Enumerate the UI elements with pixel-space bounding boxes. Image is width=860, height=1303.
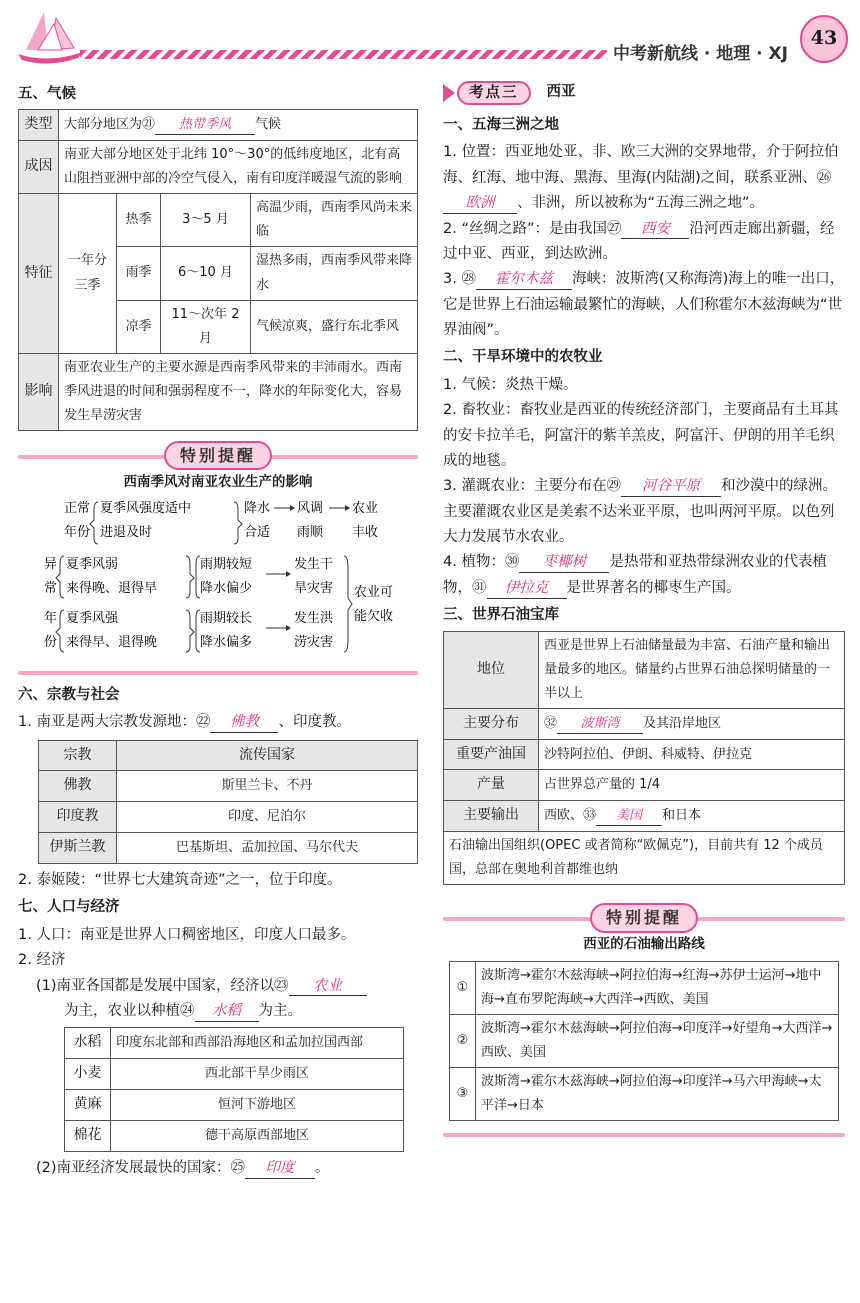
religion-countries: 巴基斯坦、孟加拉国、马尔代夫 (117, 833, 418, 864)
answer-22: 佛教 (210, 713, 278, 733)
answer-26: 欧洲 (443, 194, 517, 214)
arrowhead-icon (345, 505, 350, 511)
climate-type-label: 类型 (19, 110, 59, 141)
season-desc: 气候凉爽，盛行东北季风 (251, 300, 418, 353)
flow-text: 雨顺 (297, 525, 324, 541)
economy-line-2 (18, 999, 418, 1024)
route-number: ① (450, 961, 476, 1014)
oil-position-label: 地位 (444, 631, 539, 708)
flow-text: 雨期较短 (200, 557, 253, 573)
sailboat-logo-icon (8, 6, 88, 66)
answer-30: 枣椰树 (519, 553, 609, 573)
flow-text: 发生干 (294, 557, 334, 573)
flow-text: 农业可 (354, 585, 394, 601)
reminder-title: 特别提醒 (164, 441, 272, 471)
reminder-subtitle: 西南季风对南亚农业生产的影响 (123, 473, 313, 490)
reminder-bar (443, 1133, 845, 1137)
location-text (443, 140, 845, 216)
text-span: 3. 灌溉农业：主要分布在㉙ (443, 478, 621, 495)
flow-text: 异 (44, 557, 58, 573)
climate-impact-text: 南亚农业生产的主要水源是西南季风带来的丰沛雨水。西南季风进退的时间和强弱程度不一，降水的年际变化大，容易发生旱涝灾害 (59, 353, 418, 430)
answer-29: 河谷平原 (621, 477, 721, 497)
reminder-subtitle: 西亚的石油输出路线 (583, 936, 705, 953)
badge-label: 考点三 (457, 81, 531, 105)
countries-header: 流传国家 (117, 740, 418, 771)
play-icon (443, 84, 455, 102)
hormuz-text (443, 267, 845, 343)
flow-text: 来得晚、退得早 (66, 581, 158, 597)
answer-27: 西安 (621, 220, 689, 240)
season-months: 11～次年 2 月 (161, 300, 251, 353)
religion-countries: 印度、尼泊尔 (117, 802, 418, 833)
text-span: 和日本 (662, 808, 702, 824)
flow-text: 年 (44, 611, 58, 627)
oil-output-text: 占世界总产量的 1/4 (539, 770, 845, 801)
religion-text: 1. 南亚是两大宗教发源地：㉒ (18, 714, 211, 731)
climate-text: 1. 气候：炎热干燥。 (443, 376, 578, 393)
answer-32: 波斯湾 (557, 716, 643, 734)
season-desc: 湿热多雨，西南季风带来降水 (251, 247, 418, 300)
season-name: 热季 (117, 194, 161, 247)
flow-text: 农业 (352, 501, 379, 517)
flow-text: 雨期较长 (200, 611, 253, 627)
irrigation-text (443, 474, 845, 550)
oil-producers-text: 沙特阿拉伯、伊朗、科威特、伊拉克 (539, 739, 845, 770)
arrowhead-icon (290, 505, 295, 511)
brace-icon (186, 556, 194, 598)
monsoon-flow-diagram (24, 498, 414, 658)
text-span: ㉜ (544, 715, 558, 731)
crop-name: 水稻 (65, 1028, 111, 1059)
page-number: 43 (800, 15, 848, 63)
economy-line-1 (18, 974, 418, 999)
religion-name: 伊斯兰教 (39, 833, 117, 864)
brace-icon (234, 502, 242, 544)
text-span: 2. “丝绸之路”：是由我国㉗ (443, 220, 622, 237)
religion-name: 印度教 (39, 802, 117, 833)
climate-cause-text: 南亚大部分地区处于北纬 10°～30°的低纬度地区，北有高山阻挡亚洲中部的冷空气侵入，南有印度洋暖湿气流的影响 (59, 141, 418, 194)
crop-region: 西北部干旱少雨区 (111, 1059, 404, 1090)
economy-text: (2)南亚经济发展最快的国家：㉕ (36, 1159, 246, 1176)
flow-text: 夏季风强 (66, 611, 119, 627)
crop-name: 黄麻 (65, 1090, 111, 1121)
flow-text: 合适 (244, 525, 271, 541)
religion-name: 佛教 (39, 771, 117, 802)
oil-export-cell (539, 801, 845, 832)
crop-region: 印度东北部和西部沿海地区和孟加拉国西部 (111, 1028, 404, 1059)
special-reminder-oil-routes (443, 903, 845, 1131)
arrowhead-icon (286, 571, 291, 577)
brace-icon (56, 610, 64, 652)
oil-position-text: 西亚是世界上石油储量最为丰富、石油产量和输出量最多的地区。储量约占世界石油总探明储量的一半以上 (539, 631, 845, 708)
text-span: 是世界著名的椰枣生产国。 (566, 579, 741, 596)
special-reminder-monsoon (18, 441, 418, 669)
route-number: ② (450, 1015, 476, 1068)
answer-25: 印度 (245, 1159, 315, 1179)
section-climate-heading: 五、气候 (18, 86, 76, 102)
season-desc: 高温少雨，西南季风尚未来临 (251, 194, 418, 247)
flow-text: 旱灾害 (294, 581, 334, 597)
page-header (0, 0, 860, 82)
seasons-label: 一年分三季 (59, 194, 117, 353)
oil-distribution-label: 主要分布 (444, 708, 539, 739)
livestock-text: 2. 畜牧业：畜牧业是西亚的传统经济部门，主要商品有土耳其的安卡拉羊毛，阿富汗的紫羊羔皮，阿富汗、伊朗的用羊毛织成的地毯。 (443, 402, 839, 469)
oil-producers-label: 重要产油国 (444, 739, 539, 770)
reminder-bar (18, 671, 418, 675)
population-text: 1. 人口：南亚是世界人口稠密地区，印度人口最多。 (18, 926, 356, 943)
religion-text: 、印度教。 (278, 714, 351, 731)
flow-text: 涝灾害 (294, 635, 334, 651)
economy-text: 为主，农业以种植㉔ (64, 1002, 195, 1019)
flow-text: 能欠收 (354, 609, 394, 625)
answer-33: 美国 (596, 808, 662, 826)
brace-icon (90, 502, 98, 544)
religion-countries: 斯里兰卡、不丹 (117, 771, 418, 802)
route-text: 波斯湾→霍尔木兹海峡→阿拉伯海→红海→苏伊士运河→地中海→直布罗陀海峡→大西洋→西欧、美国 (476, 961, 839, 1014)
route-number: ③ (450, 1068, 476, 1121)
text-span: 沿河西走廊出新疆，经过中亚、西亚，到达欧洲。 (443, 220, 835, 262)
route-text: 波斯湾→霍尔木兹海峡→阿拉伯海→印度洋→好望角→大西洋→西欧、美国 (476, 1015, 839, 1068)
flow-text: 降水偏少 (200, 581, 253, 597)
season-months: 6～10 月 (161, 247, 251, 300)
economy-heading: 2. 经济 (18, 952, 66, 969)
text-span: 及其沿岸地区 (643, 715, 722, 731)
answer-21: 热带季风 (155, 117, 255, 135)
religion-table (38, 740, 418, 865)
flow-text: 常 (44, 581, 58, 597)
plants-text (443, 550, 845, 601)
answer-31: 伊拉克 (487, 579, 567, 599)
opec-note: 石油输出国组织(OPEC 或者简称“欧佩克”)，目前共有 12 个成员国，总部在奥地利首都维也纳 (444, 832, 845, 885)
brace-icon (344, 556, 352, 652)
season-name: 雨季 (117, 247, 161, 300)
book-title: 中考新航线 · 地理 · XJ (607, 40, 794, 70)
text-span: 和沙漠中的绿洲。主要灌溉农业区是美索不达米亚平原，也叫两河平原。以色列大力发展节水农业。 (443, 478, 837, 546)
flow-text: 发生洪 (294, 611, 334, 627)
brace-icon (186, 610, 194, 652)
flow-text: 正常 (64, 501, 91, 517)
oil-table (443, 631, 845, 886)
answer-28: 霍尔木兹 (476, 270, 572, 290)
economy-text: 为主。 (258, 1002, 302, 1019)
climate-type-suffix: 气候 (255, 117, 282, 133)
arrowhead-icon (286, 625, 291, 631)
crop-name: 棉花 (65, 1121, 111, 1152)
religion-intro (18, 710, 418, 735)
flow-text: 夏季风强度适中 (100, 501, 192, 517)
season-months: 3～5 月 (161, 194, 251, 247)
section-religion-heading: 六、宗教与社会 (18, 686, 120, 703)
oil-routes-table (449, 961, 839, 1121)
flow-text: 夏季风弱 (66, 557, 119, 573)
right-column (443, 80, 845, 1141)
crop-table (64, 1027, 404, 1152)
route-text: 波斯湾→霍尔木兹海峡→阿拉伯海→印度洋→马六甲海峡→太平洋→日本 (476, 1068, 839, 1121)
text-span: 4. 植物：㉚ (443, 554, 520, 571)
topic-badge (443, 80, 576, 105)
section-oil-heading: 三、世界石油宝库 (443, 607, 559, 624)
religion-header: 宗教 (39, 740, 117, 771)
climate-feature-label: 特征 (19, 194, 59, 353)
economy-text: (1)南亚各国都是发展中国家，经济以㉓ (36, 977, 289, 994)
flow-text: 份 (44, 635, 58, 651)
section-five-seas-heading: 一、五海三洲之地 (443, 117, 559, 134)
text-span: 是热带和亚热带绿洲农业的代表植物，㉛ (443, 554, 827, 596)
climate-table (18, 109, 418, 430)
text-span: 西欧、㉝ (544, 808, 597, 824)
text-span: 海峡：波斯湾(又称海湾)海上的唯一出口，它是世界上石油运输最繁忙的海峡，人们称霍尔木兹海峡为“世界油阀”。 (443, 271, 845, 339)
flow-text: 风调 (297, 501, 324, 517)
oil-distribution-cell (539, 708, 845, 739)
brace-icon (56, 556, 64, 598)
taj-mahal-text: 2. 泰姬陵：“世界七大建筑奇迹”之一，位于印度。 (18, 872, 342, 889)
oil-output-label: 产量 (444, 770, 539, 801)
climate-type-cell (59, 110, 418, 141)
answer-23: 农业 (289, 977, 367, 997)
climate-type-text: 大部分地区为㉑ (64, 117, 156, 133)
flow-text: 来得早、退得晚 (66, 635, 158, 651)
economy-text: 。 (315, 1159, 330, 1176)
crop-region: 恒河下游地区 (111, 1090, 404, 1121)
flow-text: 降水偏多 (200, 635, 253, 651)
text-span: 3. ㉘ (443, 271, 476, 288)
crop-name: 小麦 (65, 1059, 111, 1090)
flow-text: 降水 (244, 501, 271, 517)
text-span: 1. 位置：西亚地处亚、非、欧三大洲的交界地带，介于阿拉伯海、红海、地中海、黑海、里海(内陆湖)之间，联系亚洲、㉖ (443, 144, 839, 186)
climate-cause-label: 成因 (19, 141, 59, 194)
economy-line-3 (18, 1156, 418, 1181)
topic-title: 西亚 (546, 84, 576, 100)
silk-road-text (443, 217, 845, 268)
flow-text: 丰收 (352, 525, 379, 541)
text-span: 、非洲，所以被称为“五海三洲之地”。 (517, 195, 765, 212)
section-agriculture-heading: 二、干旱环境中的农牧业 (443, 349, 603, 366)
climate-impact-label: 影响 (19, 353, 59, 430)
left-column (18, 80, 418, 1181)
crop-region: 德干高原西部地区 (111, 1121, 404, 1152)
answer-24: 水稻 (195, 1002, 259, 1022)
flow-text: 年份 (64, 525, 91, 541)
reminder-title: 特别提醒 (590, 903, 698, 933)
season-name: 凉季 (117, 300, 161, 353)
oil-export-label: 主要输出 (444, 801, 539, 832)
section-population-heading: 七、人口与经济 (18, 899, 120, 916)
flow-text: 进退及时 (100, 525, 153, 541)
